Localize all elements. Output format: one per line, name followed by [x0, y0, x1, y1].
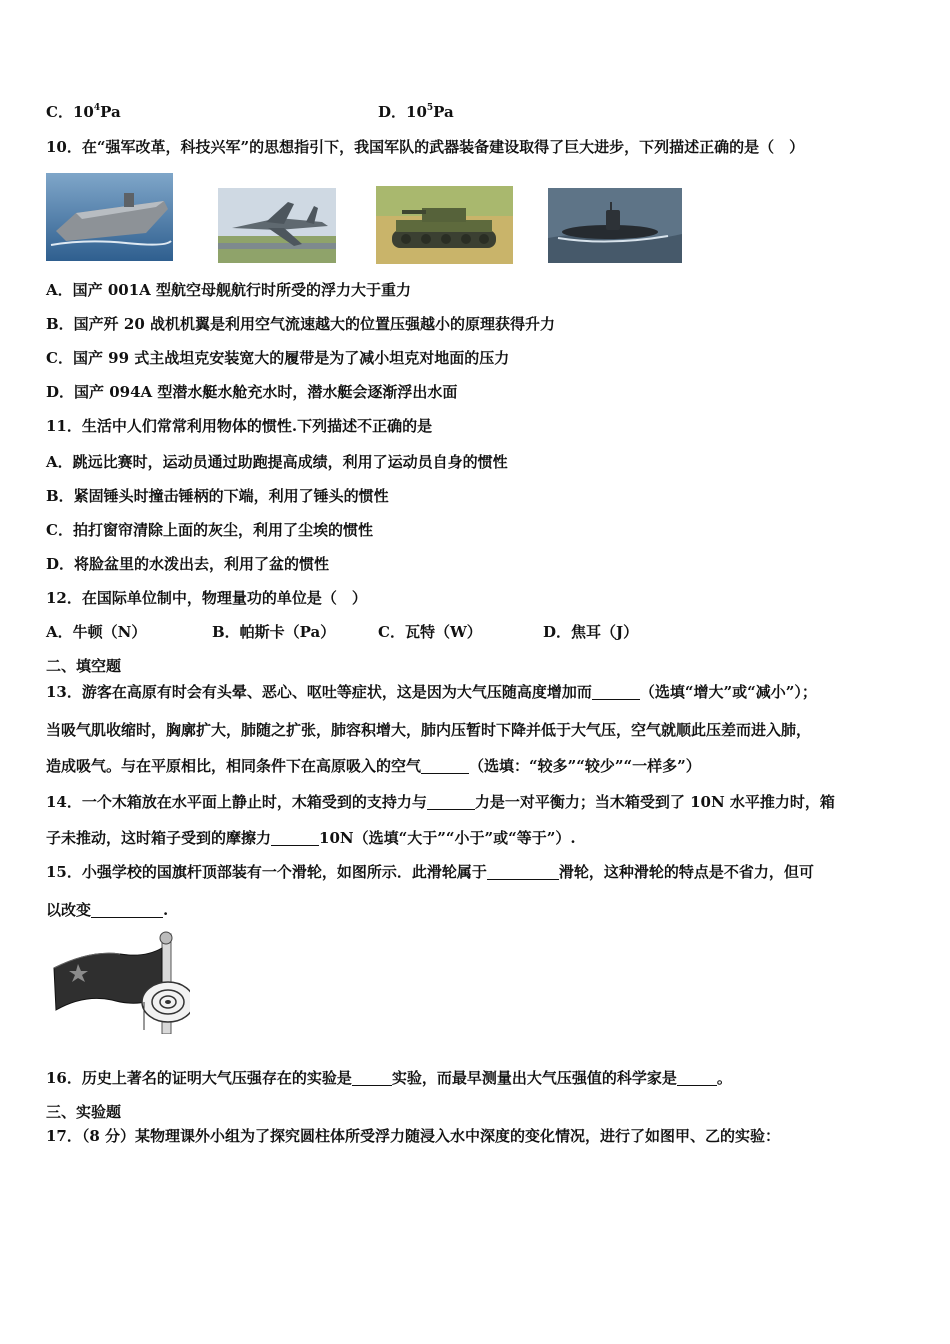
q14-line-1 — [46, 792, 835, 812]
q15-text: . — [163, 901, 169, 919]
q15-line-2 — [46, 900, 168, 920]
q15-text: 15．小强学校的国旗杆顶部装有一个滑轮，如图所示．此滑轮属于 — [46, 863, 487, 881]
q15-text: 以改变 — [46, 901, 92, 919]
answer-blank[interactable] — [677, 1071, 717, 1086]
q11-option-c: C．拍打窗帘清除上面的灰尘，利用了尘埃的惯性 — [46, 521, 373, 539]
q10-stem: 10．在“强军改革，科技兴军”的思想指引下，我国军队的武器装备建设取得了巨大进步，下列描述正确的是（ ） — [46, 138, 805, 156]
section-title-experiment: 三、实验题 — [46, 1103, 122, 1121]
answer-blank[interactable] — [427, 795, 475, 810]
q9-option-d-exponent: 5 — [426, 103, 434, 113]
q12-option-a: A．牛顿（N） — [46, 623, 147, 641]
section-title-fill-in: 二、填空题 — [46, 657, 122, 675]
q15-text: 滑轮，这种滑轮的特点是不省力，但可 — [558, 863, 814, 881]
submarine-image — [548, 188, 682, 263]
q12-stem: 12．在国际单位制中，物理量功的单位是（ ） — [46, 589, 367, 607]
q9-option-c — [46, 102, 121, 122]
answer-blank[interactable] — [487, 865, 559, 880]
q9-option-d — [378, 102, 454, 122]
q9-option-d-base: D．10 — [378, 103, 427, 121]
q13-line-3 — [46, 756, 701, 776]
answer-blank[interactable] — [91, 903, 163, 918]
q9-option-c-base: C．10 — [46, 103, 94, 121]
q16-text: 。 — [716, 1069, 732, 1087]
answer-blank[interactable] — [592, 685, 640, 700]
q16-text: 实验，而最早测量出大气压强值的科学家是 — [391, 1069, 677, 1087]
q16-text: 16．历史上著名的证明大气压强存在的实验是 — [46, 1069, 352, 1087]
q14-text: 14．一个木箱放在水平面上静止时，木箱受到的支持力与 — [46, 793, 427, 811]
q9-option-c-exponent: 4 — [93, 103, 101, 113]
q13-text: （选填“增大”或“减小”）； — [639, 683, 817, 701]
flagpole-pulley-image — [50, 930, 190, 1034]
q14-text: 10N（选填“大于”“小于”或“等于”）. — [319, 829, 576, 847]
q14-text: 子未推动，这时箱子受到的摩擦力 — [46, 829, 272, 847]
q14-text: 力是一对平衡力；当木箱受到了 10N 水平推力时，箱 — [474, 793, 835, 811]
fighter-jet-image — [218, 188, 336, 263]
q17-stem: 17．（8 分）某物理课外小组为了探究圆柱体所受浮力随浸入水中深度的变化情况，进行了如图甲、乙的实验： — [46, 1127, 781, 1145]
q13-text: 造成吸气。与在平原相比，相同条件下在高原吸入的空气 — [46, 757, 422, 775]
q16-line — [46, 1068, 732, 1088]
q10-option-a: A．国产 001A 型航空母舰航行时所受的浮力大于重力 — [46, 281, 412, 299]
q13-line-1 — [46, 682, 817, 702]
q11-stem: 11．生活中人们常常利用物体的惯性.下列描述不正确的是 — [46, 417, 433, 435]
answer-blank[interactable] — [421, 759, 469, 774]
q12-option-c: C．瓦特（W） — [378, 623, 482, 641]
q12-option-b: B．帕斯卡（Pa） — [212, 623, 336, 641]
q10-option-d: D．国产 094A 型潜水艇水舱充水时，潜水艇会逐渐浮出水面 — [46, 383, 458, 401]
q13-line-2: 当吸气肌收缩时，胸廓扩大，肺随之扩张，肺容积增大，肺内压暂时下降并低于大气压，空气就顺此压差而进入肺， — [46, 721, 812, 739]
q11-option-b: B．紧固锤头时撞击锤柄的下端，利用了锤头的惯性 — [46, 487, 389, 505]
q15-line-1 — [46, 862, 814, 882]
q11-option-d: D．将脸盆里的水泼出去，利用了盆的惯性 — [46, 555, 330, 573]
answer-blank[interactable] — [352, 1071, 392, 1086]
q12-option-d: D．焦耳（J） — [543, 623, 639, 641]
q9-option-d-unit: Pa — [433, 103, 454, 121]
tank-image — [376, 186, 513, 264]
q14-line-2 — [46, 828, 576, 848]
q10-option-b: B．国产歼 20 战机机翼是利用空气流速越大的位置压强越小的原理获得升力 — [46, 315, 555, 333]
q10-option-c: C．国产 99 式主战坦克安装宽大的履带是为了减小坦克对地面的压力 — [46, 349, 510, 367]
q13-text: 13．游客在高原有时会有头晕、恶心、呕吐等症状，这是因为大气压随高度增加而 — [46, 683, 592, 701]
q13-text: （选填：“较多”“较少”“一样多”） — [469, 757, 701, 775]
q11-option-a: A．跳远比赛时，运动员通过助跑提高成绩，利用了运动员自身的惯性 — [46, 453, 508, 471]
aircraft-carrier-image — [46, 173, 173, 261]
answer-blank[interactable] — [271, 831, 319, 846]
q9-option-c-unit: Pa — [100, 103, 121, 121]
